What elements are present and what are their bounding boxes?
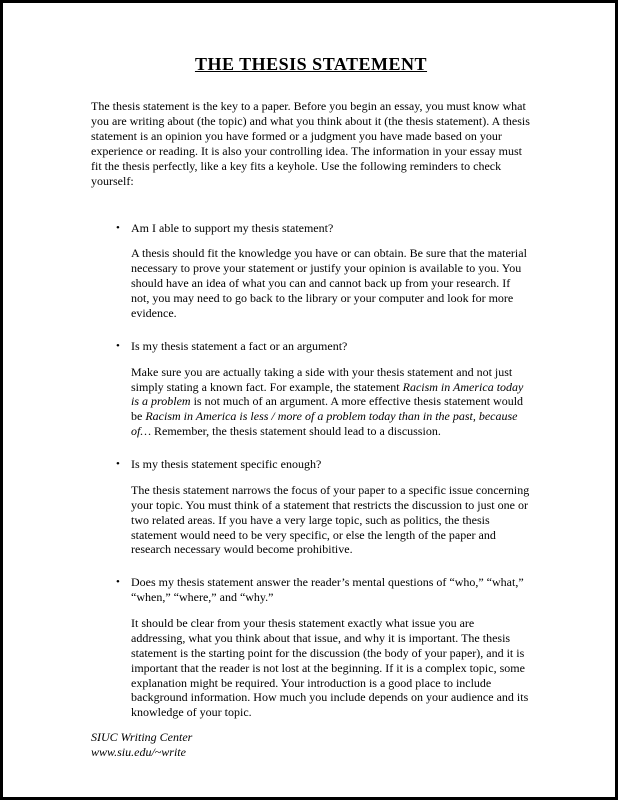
bullet-body: It should be clear from your thesis statement exactly what issue you are addressing, what you think about that issue, and why it is important. The thesis statement is the starting point for the discussion (the body of your paper), and it is important that the reader is not lost at the beginning. If it is a complex topic, some explanation might be required. Your introduction is a good place to include background information. How much you include depends on your audience and its knowledge of your topic. bbox=[131, 616, 529, 720]
bullet-icon: • bbox=[116, 576, 120, 589]
footer bbox=[91, 730, 192, 761]
footer-url: www.siu.edu/~write bbox=[91, 745, 186, 760]
bullet-body bbox=[131, 365, 531, 439]
body-text-segment: Make sure you are actually taking a side with your thesis statement and not just simply stating a known fact. For example, the statement bbox=[131, 364, 513, 394]
body-text-segment: Remember, the thesis statement should lead to a discussion. bbox=[151, 424, 441, 439]
list-item bbox=[116, 339, 531, 439]
list-item bbox=[116, 575, 531, 720]
bullet-icon: • bbox=[116, 339, 120, 352]
bullet-question: Is my thesis statement specific enough? bbox=[131, 457, 322, 472]
bullet-body: The thesis statement narrows the focus of your paper to a specific issue concerning your topic. You must think of a statement that restricts the discussion to just one or two related areas. If you have a very large topic, such as politics, the thesis statement would need to be very specific, or else the length of the paper and research necessary would become prohibitive. bbox=[131, 482, 530, 557]
bullet-content bbox=[131, 575, 531, 720]
intro-paragraph: The thesis statement is the key to a paper. Before you begin an essay, you must know what you are writing about (the topic) and what you think about it (the thesis statement). A thesis statement is an opinion you have formed or a judgment you have made based on your experience or reading. It is also your controlling idea. The information in your essay must fit the thesis perfectly, like a key fits a keyhole. Use the following reminders to check yourself: bbox=[91, 99, 530, 188]
body-italic-segment: Racism in America is less / more of a problem today than in the past, because of… bbox=[131, 409, 518, 439]
body-italic-segment: Racism in America today is a problem bbox=[131, 379, 524, 409]
list-item bbox=[116, 457, 531, 557]
bullet-list bbox=[116, 221, 531, 721]
bullet-content bbox=[131, 221, 531, 321]
bullet-icon: • bbox=[116, 458, 120, 471]
footer-org-name: SIUC Writing Center bbox=[91, 729, 193, 744]
bullet-icon: • bbox=[116, 221, 120, 234]
bullet-body: A thesis should fit the knowledge you have or can obtain. Be sure that the material necessary to prove your statement or justify your opinion is available to you. You should have an idea of what you can and cannot back up from your research. If not, you may need to go back to the library or your computer and look for more evidence. bbox=[131, 246, 527, 320]
bullet-content bbox=[131, 339, 531, 439]
bullet-question: Does my thesis statement answer the reader’s mental questions of “who,” “what,” “when,” “where,” and “why.” bbox=[131, 575, 524, 605]
page-title: THE THESIS STATEMENT bbox=[194, 54, 428, 74]
bullet-question: Is my thesis statement a fact or an argument? bbox=[131, 338, 348, 353]
bullet-content bbox=[131, 457, 531, 557]
body-text-segment: is not much of an argument. A more effective thesis statement would be bbox=[131, 394, 524, 424]
list-item bbox=[116, 221, 531, 321]
bullet-question: Am I able to support my thesis statement? bbox=[131, 220, 334, 235]
